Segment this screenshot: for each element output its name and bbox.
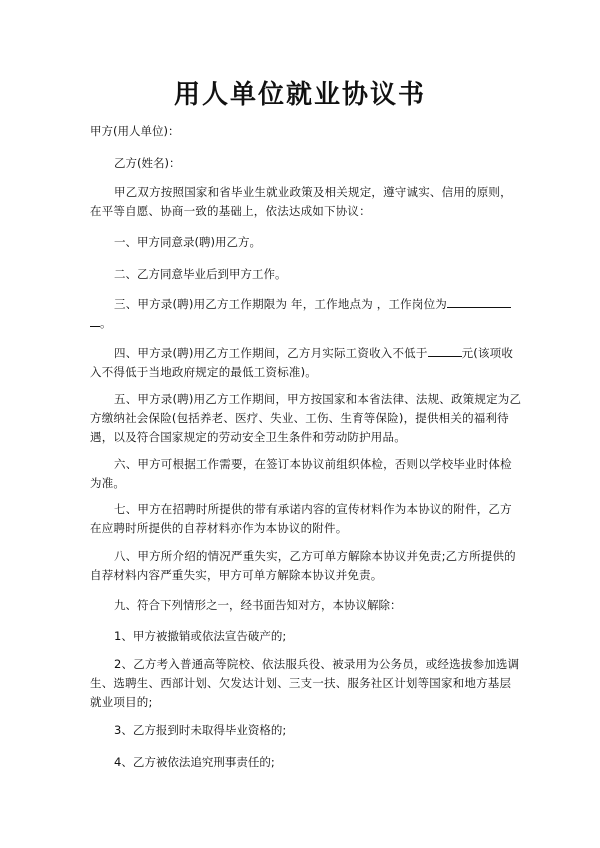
- clause-5: 五、甲方录(聘)用乙方工作期间，甲方按国家和本省法律、法规、政策规定为乙方缴纳社会保险(包括养老、医疗、失业、工伤、生育等保险)，提供相关的福利待遇，以及符合国家规定的劳动安全卫生条件和劳动防护用品。: [90, 392, 522, 444]
- clause-3-text: 三、甲方录(聘)用乙方工作期限为 年，工作地点为 ，工作岗位为: [114, 297, 447, 311]
- clause-4: [90, 344, 522, 382]
- clause-2: 二、乙方同意毕业后到甲方工作。: [114, 267, 287, 281]
- party-a-line: 甲方(用人单位)：: [90, 124, 180, 138]
- item-3: 3、乙方报到时未取得毕业资格的;: [114, 723, 287, 737]
- job-position-blank-cont: [90, 314, 100, 327]
- clause-8: 八、甲方所介绍的情况严重失实，乙方可单方解除本协议并免责;乙方所提供的自荐材料内容严重失实，甲方可单方解除本协议并免责。: [90, 549, 516, 582]
- clause-4-text-end: 元(该项收入不得低于当地政府规定的最低工资标准)。: [90, 346, 514, 379]
- intro-paragraph: 甲乙双方按照国家和省毕业生就业政策及相关规定，遵守诚实、信用的原则，在平等自愿、协商一致的基础上，依法达成如下协议：: [90, 185, 512, 218]
- clause-9: 九、符合下列情形之一，经书面告知对方，本协议解除：: [114, 598, 402, 612]
- item-4: 4、乙方被依法追究刑事责任的;: [114, 755, 275, 769]
- clause-3: [90, 295, 522, 333]
- clause-7: 七、甲方在招聘时所提供的带有承诺内容的宣传材料作为本协议的附件，乙方在应聘时所提供的自荐材料亦作为本协议的附件。: [90, 502, 512, 535]
- item-2: 2、乙方考入普通高等院校、依法服兵役、被录用为公务员，或经选拔参加选调生、选聘生、西部计划、欠发达计划、三支一扶、服务社区计划等国家和地方基层就业项目的;: [90, 657, 520, 709]
- clause-1: 一、甲方同意录(聘)用乙方。: [114, 235, 261, 249]
- document-title: 用人单位就业协议书: [173, 80, 426, 110]
- clause-6: 六、甲方可根据工作需要，在签订本协议前组织体检，否则以学校毕业时体检为准。: [90, 457, 512, 490]
- clause-3-end: 。: [100, 316, 112, 330]
- party-b-line: 乙方(姓名)：: [114, 156, 181, 170]
- clause-4-text: 四、甲方录(聘)用乙方工作期间，乙方月实际工资收入不低于: [114, 346, 428, 360]
- salary-blank: [428, 344, 462, 357]
- job-position-blank: [447, 295, 511, 308]
- item-1: 1、甲方被撤销或依法宣告破产的;: [114, 629, 287, 643]
